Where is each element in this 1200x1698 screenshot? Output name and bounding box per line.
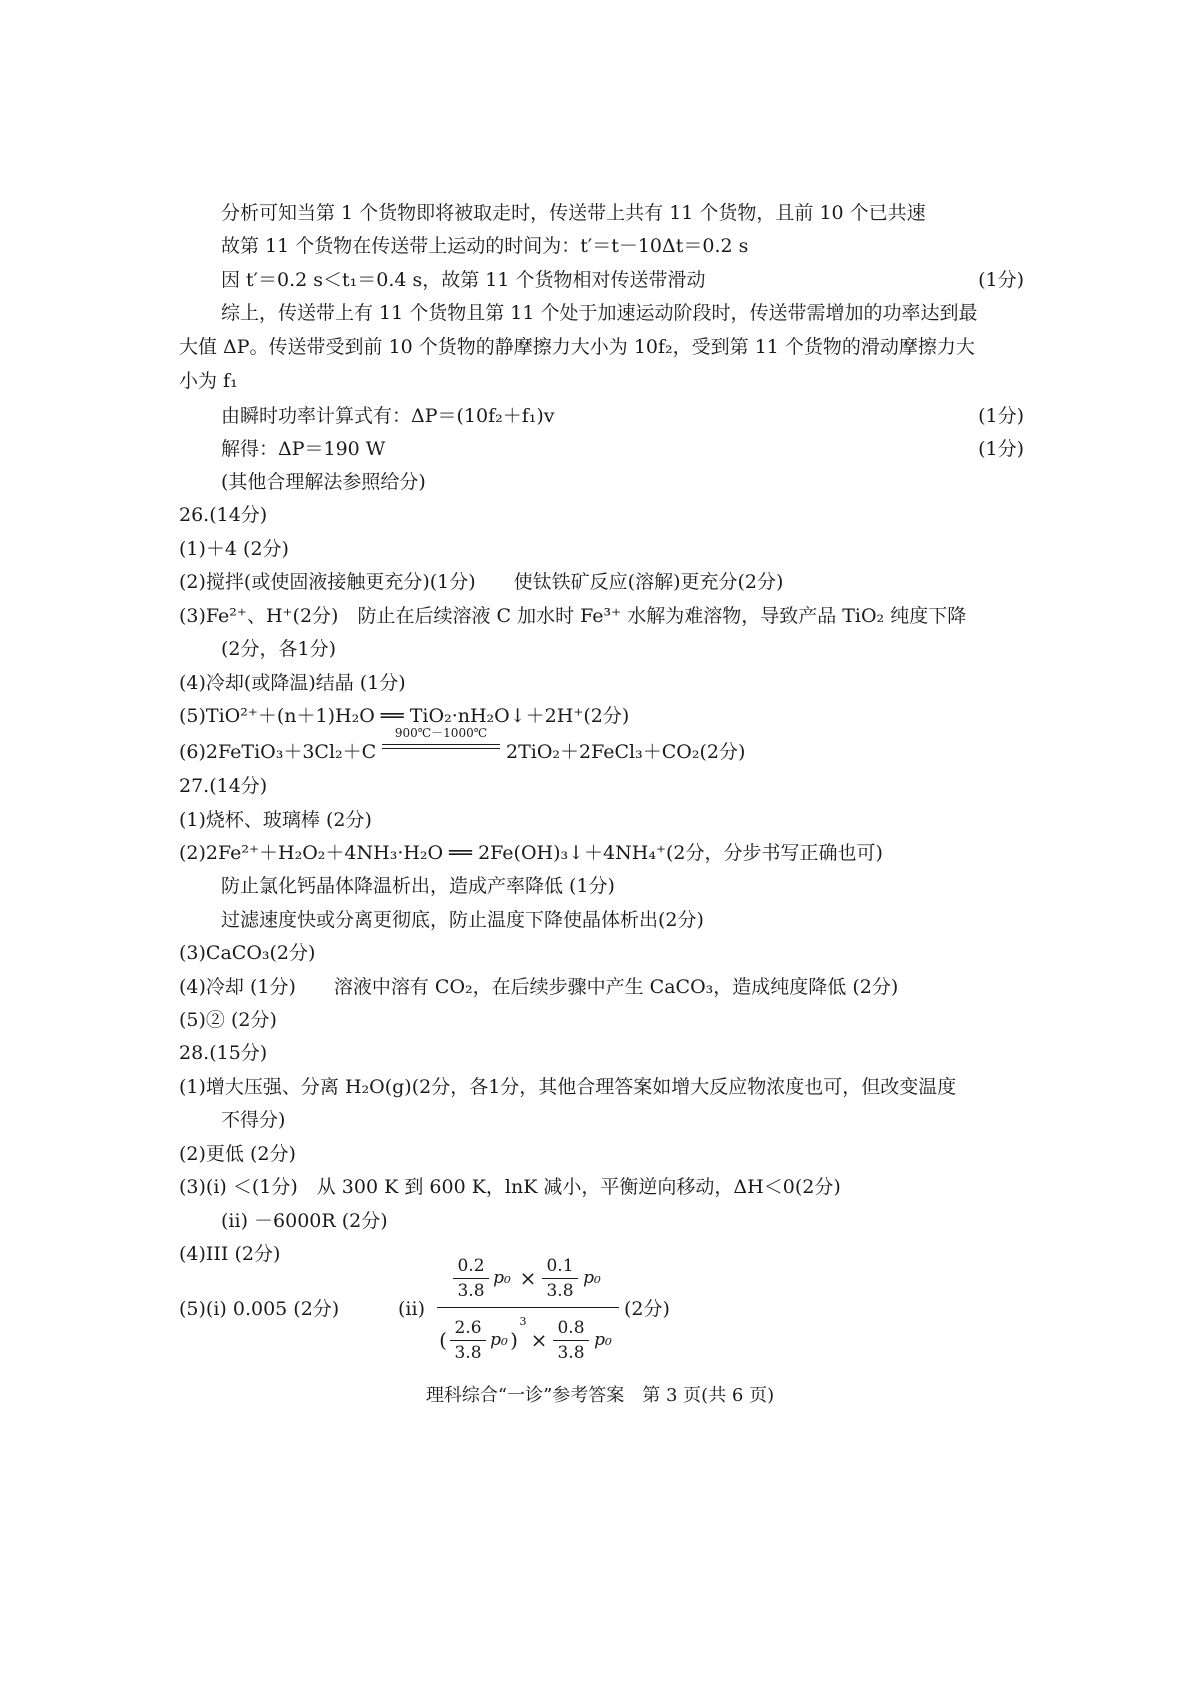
fraction-bar — [453, 1278, 489, 1279]
score-label: (2分) — [624, 1298, 670, 1320]
answer-line: 过滤速度快或分离更彻底，防止温度下降使晶体析出(2分) — [221, 909, 704, 931]
main-fraction-bar — [437, 1307, 619, 1308]
answer-line: (2)2Fe²⁺＋H₂O₂＋4NH₃·H₂O ══ 2Fe(OH)₃↓＋4NH₄⁺(2分，分步书写正确也可) — [179, 842, 883, 864]
p0-symbol: p₀ — [594, 1330, 612, 1350]
fraction-denominator: 3.8 — [546, 1281, 574, 1301]
fraction-numerator: 0.1 — [546, 1256, 574, 1276]
answer-line: (1)增大压强、分离 H₂O(g)(2分，各1分，其他合理答案如增大反应物浓度也可，但改变温度 — [179, 1076, 957, 1098]
text-line: 小为 f₁ — [179, 370, 238, 392]
times-symbol: × — [530, 1328, 548, 1352]
open-paren: ( — [439, 1328, 447, 1352]
answer-line: (5)TiO²⁺＋(n＋1)H₂O ══ TiO₂·nH₂O↓＋2H⁺(2分) — [179, 705, 630, 727]
text-line: 故第 11 个货物在传送带上运动的时间为：t′＝t－10Δt＝0.2 s — [221, 235, 749, 257]
answer-line: (3)Fe²⁺、H⁺(2分) 防止在后续溶液 C 加水时 Fe³⁺ 水解为难溶物，导致产品 TiO₂ 纯度下降 — [179, 605, 967, 627]
question-header: 28.(15分) — [179, 1042, 268, 1064]
answer-line: (3)CaCO₃(2分) — [179, 942, 316, 964]
answer-line: 2TiO₂＋2FeCl₃＋CO₂(2分) — [506, 741, 746, 763]
answer-line: (1)＋4 (2分) — [179, 538, 289, 560]
answer-line: (5)(i) 0.005 (2分) — [179, 1298, 340, 1320]
fraction-denominator: 3.8 — [454, 1343, 482, 1363]
answer-line: (4)冷却(或降温)结晶 (1分) — [179, 672, 406, 694]
answer-line: (2)搅拌(或使固液接触更充分)(1分) 使钛铁矿反应(溶解)更充分(2分) — [179, 571, 784, 593]
fraction-denominator: 3.8 — [557, 1343, 585, 1363]
reaction-condition: 900℃－1000℃ — [394, 726, 488, 740]
fraction-numerator: 0.2 — [457, 1256, 485, 1276]
p0-symbol: p₀ — [490, 1330, 508, 1350]
times-symbol: × — [519, 1266, 537, 1290]
exponent: 3 — [519, 1315, 527, 1328]
text-line: 因 t′＝0.2 s＜t₁＝0.4 s，故第 11 个货物相对传送带滑动 — [221, 269, 706, 291]
answer-line: (4)冷却 (1分) 溶液中溶有 CO₂，在后续步骤中产生 CaCO₃，造成纯度降低 (2分) — [179, 976, 899, 998]
answer-line: (6)2FeTiO₃＋3Cl₂＋C — [179, 741, 377, 763]
close-paren: ) — [510, 1328, 518, 1352]
score-label: (1分) — [978, 405, 1024, 427]
page-footer: 理科综合“一诊”参考答案 第 3 页(共 6 页) — [425, 1385, 775, 1406]
answer-line: 防止氯化钙晶体降温析出，造成产率降低 (1分) — [221, 875, 615, 897]
answer-line: (4)III (2分) — [179, 1243, 281, 1265]
question-header: 27.(14分) — [179, 775, 268, 797]
fraction-bar — [542, 1278, 578, 1279]
fraction-numerator: 0.8 — [557, 1318, 585, 1338]
text-line: 由瞬时功率计算式有：ΔP＝(10f₂＋f₁)v — [221, 405, 555, 427]
answer-line: (ii) －6000R (2分) — [221, 1210, 388, 1232]
p0-symbol: p₀ — [493, 1268, 511, 1288]
fraction-numerator: 2.6 — [454, 1318, 482, 1338]
fraction-denominator: 3.8 — [457, 1281, 485, 1301]
answer-line: 不得分) — [221, 1109, 286, 1131]
answer-line: (1)烧杯、玻璃棒 (2分) — [179, 809, 372, 831]
answer-line: (2)更低 (2分) — [179, 1143, 296, 1165]
score-label: (1分) — [978, 269, 1024, 291]
p0-symbol: p₀ — [583, 1268, 601, 1288]
fraction-bar — [553, 1340, 589, 1341]
score-label: (1分) — [978, 438, 1024, 460]
answer-line: (2分，各1分) — [221, 638, 337, 660]
answer-line: (5)② (2分) — [179, 1009, 277, 1031]
text-line: 解得：ΔP＝190 W — [221, 438, 386, 460]
text-line: 分析可知当第 1 个货物即将被取走时，传送带上共有 11 个货物，且前 10 个已共速 — [221, 202, 926, 224]
reaction-arrow-line — [382, 748, 500, 749]
text-line: 综上，传送带上有 11 个货物且第 11 个处于加速运动阶段时，传送带需增加的功率达到最 — [221, 302, 978, 324]
text-line: (其他合理解法参照给分) — [221, 471, 426, 493]
text-line: 大值 ΔP。传送带受到前 10 个货物的静摩擦力大小为 10f₂，受到第 11 个货物的滑动摩擦力大 — [179, 336, 975, 358]
answer-line: (ii) — [398, 1298, 425, 1320]
answer-line: (3)(i) ＜(1分) 从 300 K 到 600 K，lnK 减小，平衡逆向移动，ΔH＜0(2分) — [179, 1176, 841, 1198]
reaction-arrow-line — [382, 744, 500, 745]
fraction-bar — [450, 1340, 486, 1341]
question-header: 26.(14分) — [179, 504, 268, 526]
